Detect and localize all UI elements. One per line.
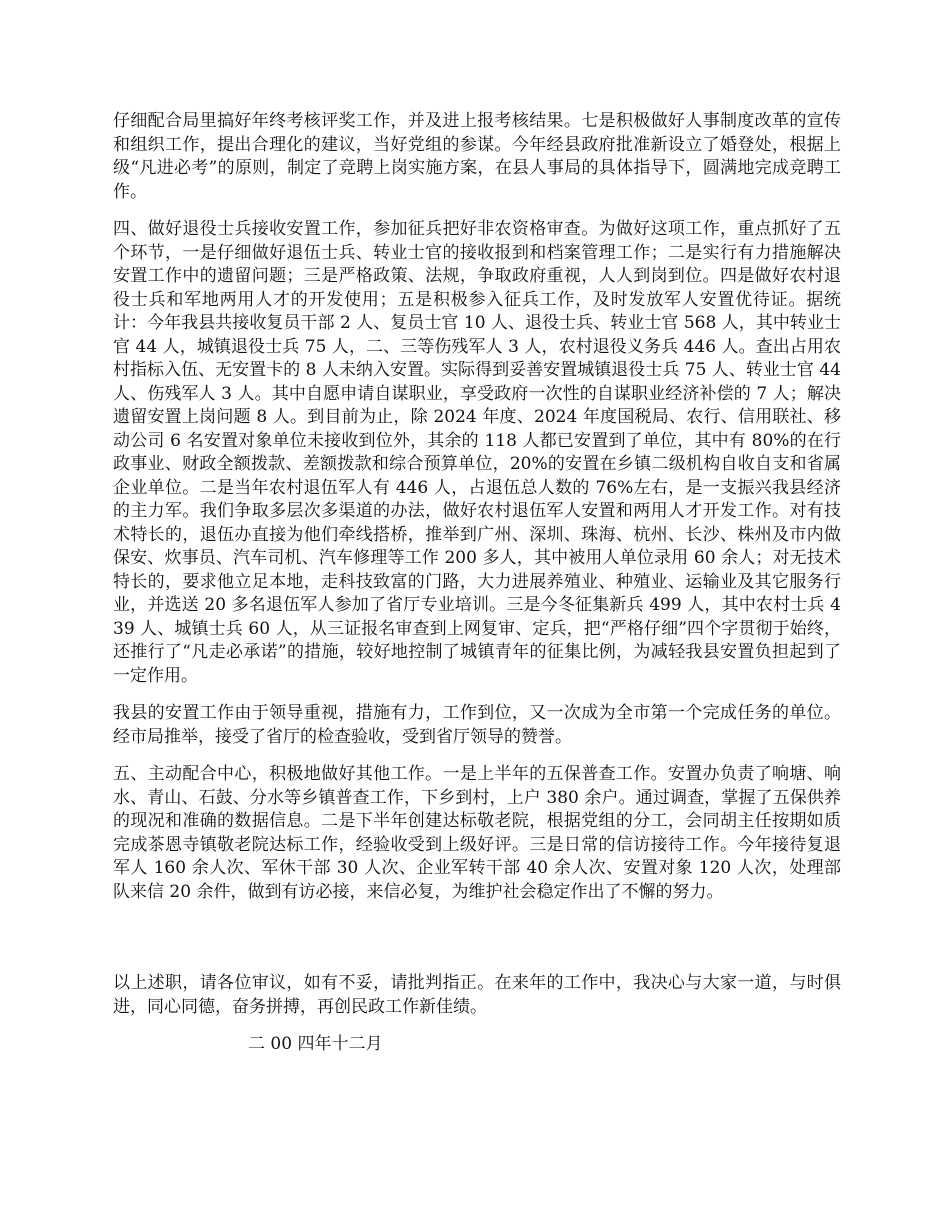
paragraph-other-work: 五、主动配合中心，积极地做好其他工作。一是上半年的五保普查工作。安置办负责了响塘、响水、青山、石鼓、分水等乡镇普查工作，下乡到村，上户 380 余户。通过调查，掌握了五保供养的现况和准确的数据信息。二是下半年创建达标敬老院，根据党组的分工，会同胡主任按期如质完成茶恩寺镇敬老院达标工作，经验收受到上级好评。三是日常的信访接待工作。今年接待复退军人 160 余人次、军休干部 30 人次、企业军转干部 40 余人次、安置对象 120 人次，处理部队来信 20 余件，做到有访必接，来信必复，为维护社会稳定作出了不懈的努力。 <box>113 764 841 902</box>
document-date: 二 00 四年十二月 <box>248 1034 383 1054</box>
paragraph-veteran-placement: 四、做好退役士兵接收安置工作，参加征兵把好非农资格审查。为做好这项工作，重点抓好了五个环节，一是仔细做好退伍士兵、转业士官的接收报到和档案管理工作；二是实行有力措施解决安置工作中的遗留问题；三是严格政策、法规，争取政府重视，人人到岗到位。四是做好农村退役士兵和军地两用人才的开发使用；五是积极参入征兵工作，及时发放军人安置优待证。据统计：今年我县共接收复员干部 2 人、复员士官 10 人、退役士兵、转业士官 568 人，其中转业士官 44 人，城镇退役士兵 75 人，二、三等伤残军人 3 人，农村退役义务兵 446 人。查出占用农村指标入伍、无安置卡的 8 人未纳入安置。实际得到妥善安置城镇退役士兵 75 人、转业士官 44 人、伤残军人 3 人。其中自愿申请自谋职业，享受政府一次性的自谋职业经济补偿的 7 人；解决遗留安置上岗问题 8 人。到目前为止，除 2024 年度、2024 年度国税局、农行、信用联社、移动公司 6 名安置对象单位未接收到位外，其余的 118 人都已安置到了单位，其中有 80%的在行政事业、财政全额拨款、差额拨款和综合预算单位，20%的安置在乡镇二级机构自收自支和省属企业单位。二是当年农村退伍军人有 446 人，占退伍总人数的 76%左右，是一支振兴我县经济的主力军。我们争取多层次多渠道的办法，做好农村退伍军人安置和两用人才开发工作。对有技术特长的，退伍办直接为他们牵线搭桥，推举到广州、深圳、珠海、杭州、长沙、株州及市内做保安、炊事员、汽车司机、汽车修理等工作 200 多人，其中被用人单位录用 60 余人；对无技术特长的，要求他立足本地，走科技致富的门路，大力进展养殖业、种殖业、运输业及其它服务行业，并选送 20 多名退伍军人参加了省厅专业培训。三是今冬征集新兵 499 人，其中农村士兵 439 人、城镇士兵 60 人，从三证报名审查到上网复审、定兵，把“严格仔细”四个字贯彻于始终，还推行了“凡走必承诺”的措施，较好地控制了城镇青年的征集比例，为减轻我县安置负担起到了一定作用。 <box>113 219 841 686</box>
closing-paragraph: 以上述职，请各位审议，如有不妥，请批判指正。在来年的工作中，我决心与大家一道，与时俱进，同心同德，奋务拼搏，再创民政工作新佳绩。 <box>113 973 841 1017</box>
paragraph-placement-praise: 我县的安置工作由于领导重视，措施有力，工作到位，又一次成为全市第一个完成任务的单位。经市局推举，接受了省厅的检查验收，受到省厅领导的赞誉。 <box>113 703 841 747</box>
document-page <box>113 110 841 1057</box>
paragraph-spacer <box>113 918 841 972</box>
paragraph-evaluation-work: 仔细配合局里搞好年终考核评奖工作，并及进上报考核结果。七是积极做好人事制度改革的宣传和组织工作，提出合理化的建议，当好党组的参谋。今年经县政府批准新设立了婚登处，根据上级“凡进必考”的原则，制定了竞聘上岗实施方案，在县人事局的具体指导下，圆满地完成竞聘工作。 <box>113 111 841 202</box>
